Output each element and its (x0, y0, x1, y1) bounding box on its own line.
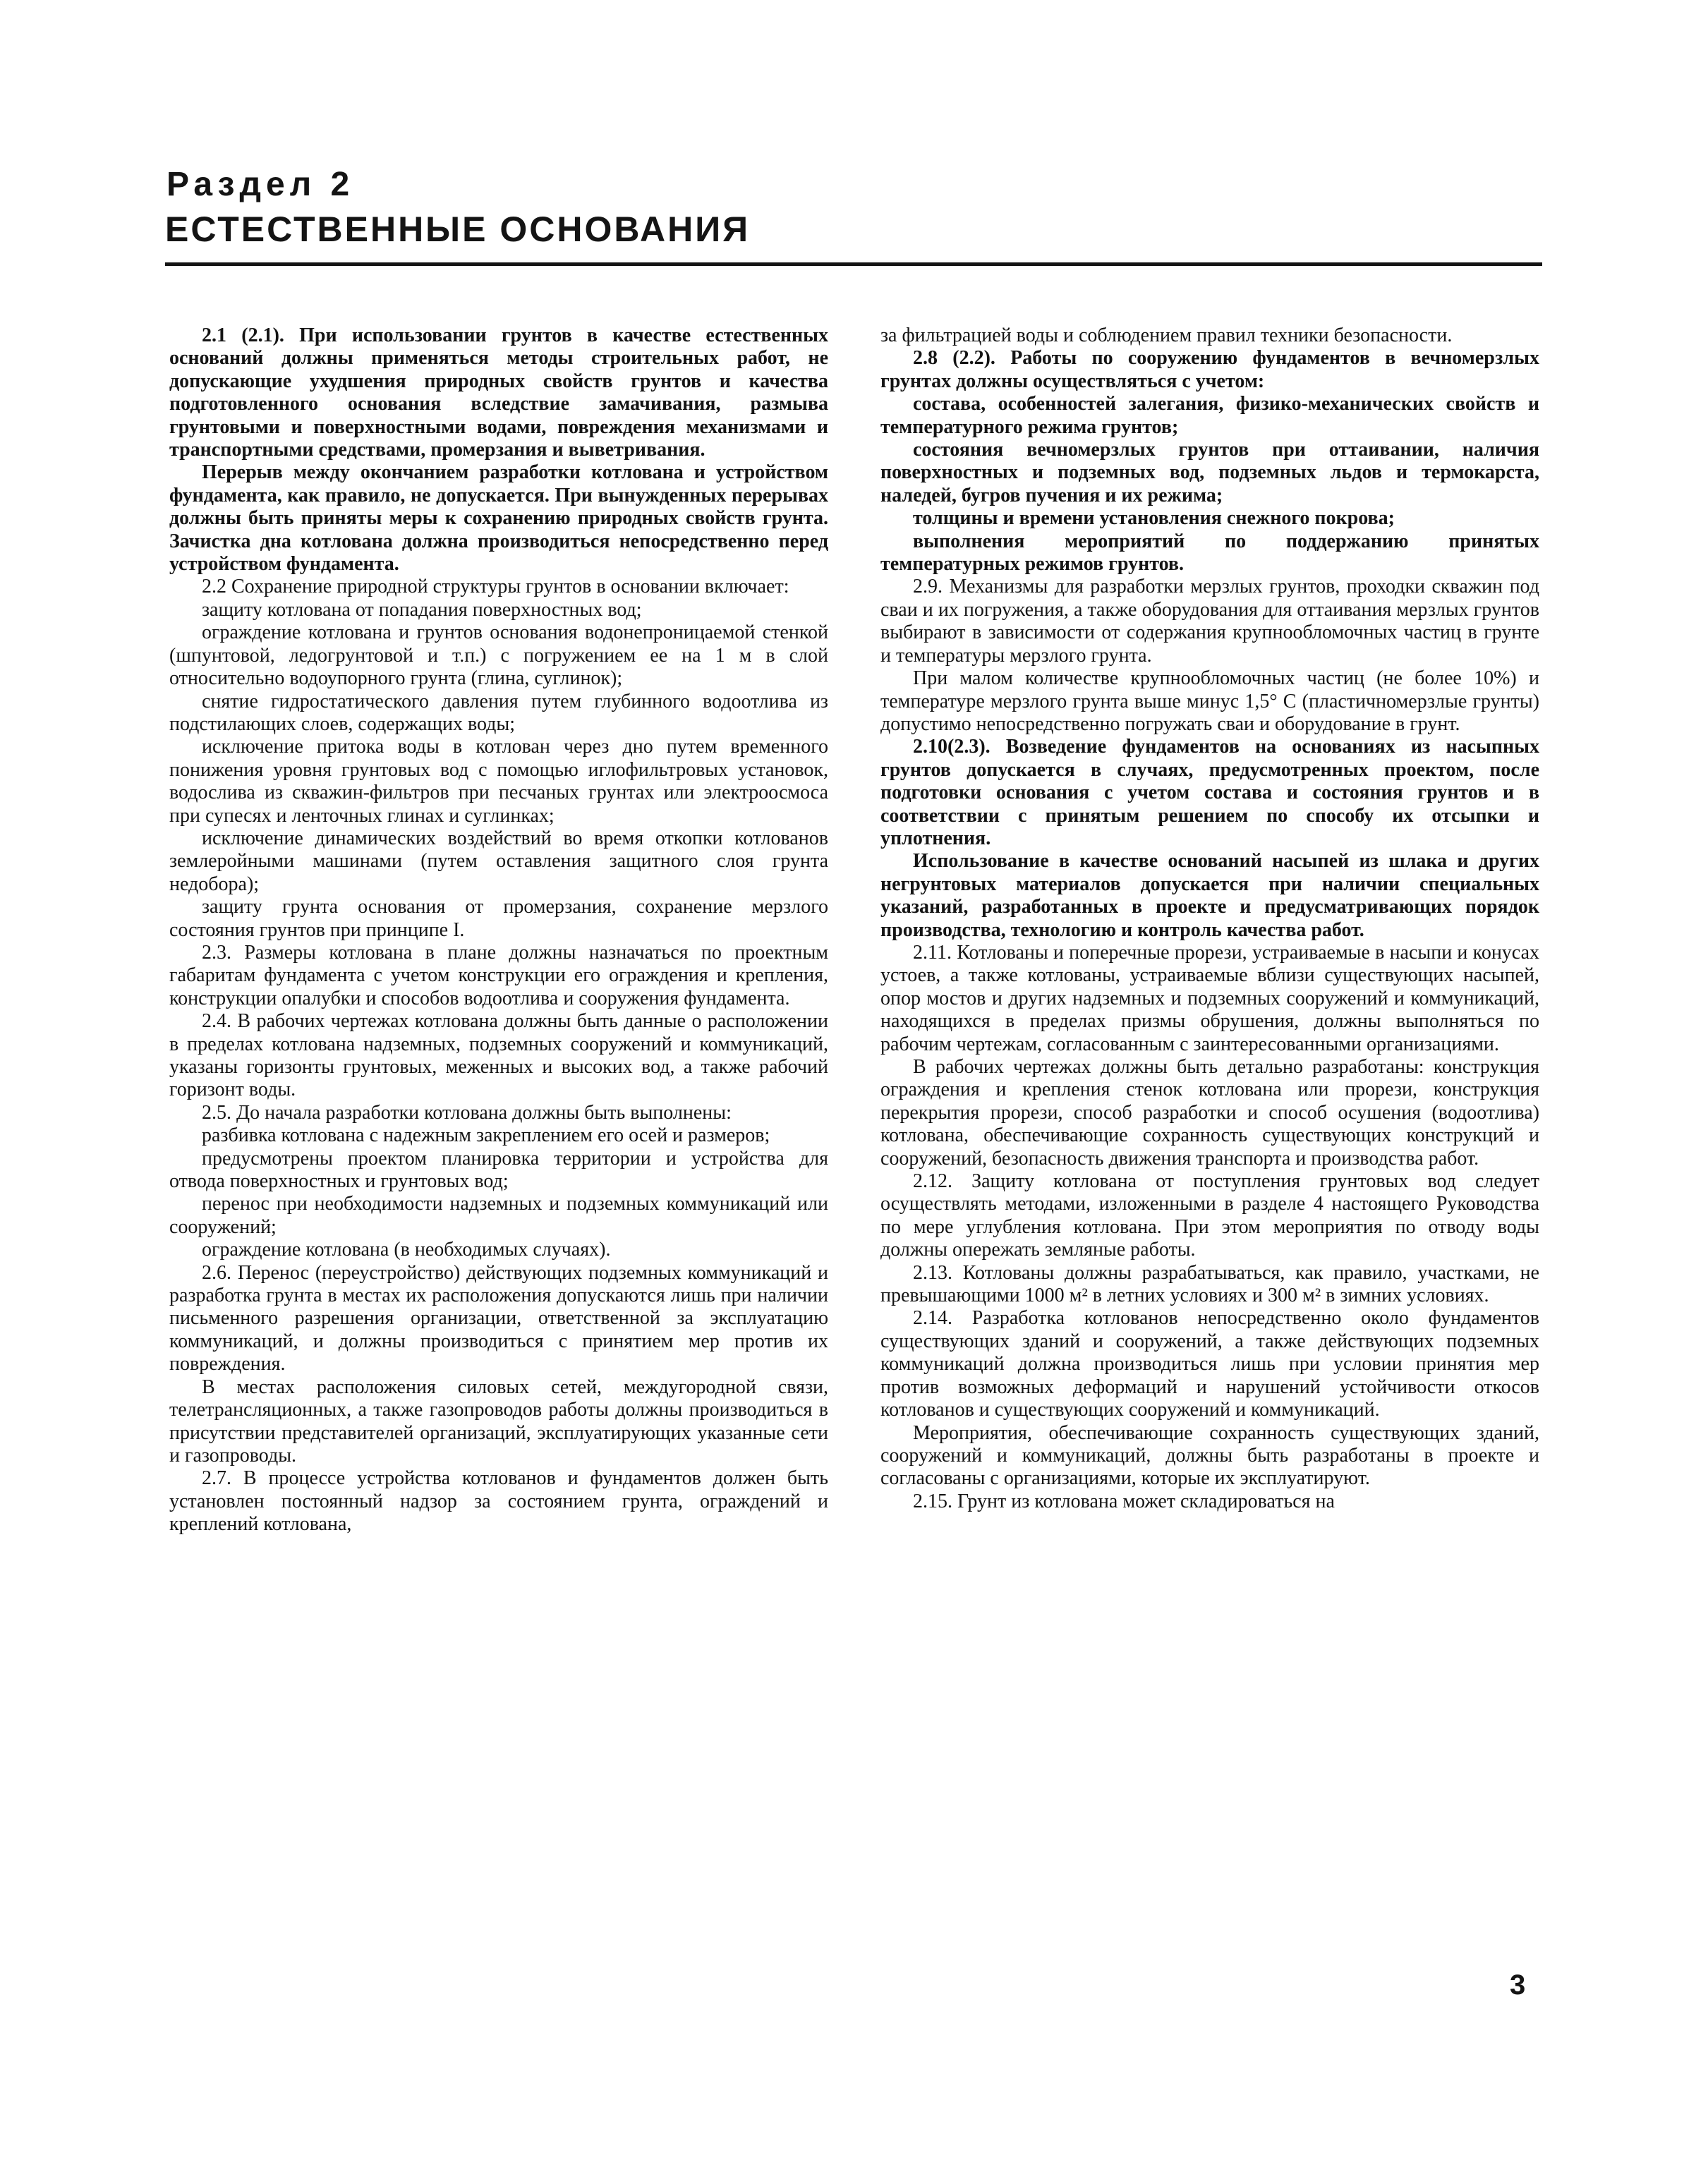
list-item: предусмотрены проектом планировка территории и устройства для отвода поверхностных и грунтовых вод; (169, 1147, 828, 1193)
list-item: толщины и времени установления снежного покрова; (913, 507, 1395, 530)
list-item: ограждение котлована и грунтов основания водонепроницаемой стенкой (шпунтовой, ледогрунтовой и т.п.) с погружением ее на 1 м в слой относительно водоупорного грунта (глина, суглинок); (169, 621, 828, 690)
paragraph-2-2: 2.2 Сохранение природной структуры грунтов в основании включает: (202, 576, 789, 598)
page-number: 3 (1510, 1969, 1526, 2001)
text-column-right (880, 324, 1539, 1513)
section-label: Раздел 2 (166, 166, 355, 203)
paragraph-2-11: 2.11. Котлованы и поперечные прорези, устраиваемые в насыпи и конусах устоев, а также котлованы, устраиваемые вблизи существующих насыпей, опор мостов и других надземных и подземных сооружений и коммуникаций, находящихся в пределах призмы обрушения, должны выполняться по рабочим чертежам, согласованным с заинтересованными организациями. (880, 941, 1539, 1055)
paragraph-break-between-works: Перерыв между окончанием разработки котлована и устройством фундамента, как правило, не допускается. При вынужденных перерывах должны быть приняты меры к сохранению природных свойств грунта. Зачистка дна котлована должна производиться непосредственно перед устройством фундамента. (169, 461, 828, 576)
list-item: исключение притока воды в котлован через дно путем временного понижения уровня грунтовых вод с помощью иглофильтровых установок, водослива из скважин-фильтров при песчаных грунтах или электроосмоса при супесях и ленточных глинах и суглинках; (169, 736, 828, 827)
paragraph-2-13: 2.13. Котлованы должны разрабатываться, как правило, участками, не превышающими 1000 м² в летних условиях и 300 м² в зимних условиях. (880, 1261, 1539, 1307)
paragraph-2-5: 2.5. До начала разработки котлована должны быть выполнены: (202, 1101, 732, 1124)
list-item: снятие гидростатического давления путем глубинного водоотлива из подстилающих слоев, содержащих воды; (169, 690, 828, 735)
header-rule (165, 262, 1542, 266)
list-item: выполнения мероприятий по поддержанию принятых температурных режимов грунтов. (880, 530, 1539, 576)
paragraph-measures: Мероприятия, обеспечивающие сохранность существующих зданий, сооружений и коммуникаций, должны быть разработаны в проекте и согласованы с организациями, которые их эксплуатируют. (880, 1421, 1539, 1490)
list-item: перенос при необходимости надземных и подземных коммуникаций или сооружений; (169, 1193, 828, 1238)
paragraph-2-15: 2.15. Грунт из котлована может складироваться на (913, 1490, 1335, 1512)
list-item: разбивка котлована с надежным закреплением его осей и размеров; (202, 1124, 770, 1147)
paragraph-2-12: 2.12. Защиту котлована от поступления грунтовых вод следует осуществлять методами, изложенными в разделе 4 настоящего Руководства по мере углубления котлована. При этом мероприятия по отводу воды должны опережать земляные работы. (880, 1170, 1539, 1261)
paragraph-2-1: 2.1 (2.1). При использовании грунтов в качестве естественных оснований должны применяться методы строительных работ, не допускающие ухудшения природных свойств грунтов и качества подготовленного основания вследствие замачивания, размыва грунтовыми и поверхностными водами, повреждения механизмами и транспортными средствами, промерзания и выветривания. (169, 324, 828, 461)
list-item: защиту грунта основания от промерзания, сохранение мерзлого состояния грунтов при принципе I. (169, 896, 828, 941)
paragraph-2-8: 2.8 (2.2). Работы по сооружению фундаментов в вечномерзлых грунтах должны осуществляться с учетом: (880, 347, 1539, 392)
paragraph-power-networks: В местах расположения силовых сетей, междугородной связи, телетрансляционных, а также газопроводов работы должны производиться в присутствии представителей организаций, эксплуатирующих указанные сети и газопроводы. (169, 1376, 828, 1467)
list-item: защиту котлована от попадания поверхностных вод; (202, 598, 642, 621)
paragraph-continuation: за фильтрацией воды и соблюдением правил техники безопасности. (880, 324, 1453, 346)
list-item: ограждение котлована (в необходимых случаях). (202, 1239, 611, 1261)
list-item: исключение динамических воздействий во время откопки котлованов землеройными машинами (путем оставления защитного слоя грунта недобора); (169, 827, 828, 895)
section-title: ЕСТЕСТВЕННЫЕ ОСНОВАНИЯ (165, 210, 751, 249)
paragraph-small-particles: При малом количестве крупнообломочных частиц (не более 10%) и температуре мерзлого грунта выше минус 1,5° С (пластичномерзлые грунты) допустимо непосредственно погружать сваи и оборудование в грунт. (880, 667, 1539, 735)
list-item: состояния вечномерзлых грунтов при оттаивании, наличия поверхностных и подземных вод, подземных льдов и термокарста, наледей, бугров пучения и их режима; (880, 439, 1539, 506)
paragraph-2-4: 2.4. В рабочих чертежах котлована должны быть данные о расположении в пределах котлована надземных, подземных сооружений и коммуникаций, указаны горизонты грунтовых, меженных и высоких вод, а также рабочий горизонт воды. (169, 1010, 828, 1101)
paragraph-2-6: 2.6. Перенос (переустройство) действующих подземных коммуникаций и разработка грунта в местах их расположения допускаются лишь при наличии письменного разрешения организации, ответственной за эксплуатацию коммуникаций, и должны производиться с принятием мер против их повреждения. (169, 1261, 828, 1376)
paragraph-working-drawings: В рабочих чертежах должны быть детально разработаны: конструкция ограждения и крепления стенок котлована или прорези, конструкция перекрытия прорези, способ разработки и способ осушения (водоотлива) котлована, обеспечивающие сохранность существующих конструкций и сооружений, безопасность движения транспорта и производства работ. (880, 1056, 1539, 1170)
text-column-left (169, 324, 828, 1536)
list-item: состава, особенностей залегания, физико-механических свойств и температурного режима грунтов; (880, 393, 1539, 438)
paragraph-2-9: 2.9. Механизмы для разработки мерзлых грунтов, проходки скважин под сваи и их погружения, а также оборудования для оттаивания мерзлых грунтов выбирают в зависимости от содержания крупнообломочных частиц в грунте и температуры мерзлого грунта. (880, 576, 1539, 667)
paragraph-2-10: 2.10(2.3). Возведение фундаментов на основаниях из насыпных грунтов допускается в случаях, предусмотренных проектом, после подготовки основания с учетом состава и состояния грунтов и в соответствии с принятым решением по способу их отсыпки и уплотнения. (880, 736, 1539, 849)
paragraph-slag-fills: Использование в качестве оснований насыпей из шлака и других негрунтовых материалов допускается при наличии специальных указаний, разработанных в проекте и предусматривающих порядок производства, технологию и контроль качества работ. (880, 850, 1539, 941)
paragraph-2-3: 2.3. Размеры котлована в плане должны назначаться по проектным габаритам фундамента с учетом конструкции его ограждения и крепления, конструкции опалубки и способов водоотлива и сооружения фундамента. (169, 941, 828, 1009)
paragraph-2-14: 2.14. Разработка котлованов непосредственно около фундаментов существующих зданий и сооружений, а также действующих подземных коммуникаций должна производиться лишь при условии принятия мер против возможных деформаций и нарушений устойчивости откосов котлованов и существующих сооружений и коммуникаций. (880, 1307, 1539, 1421)
paragraph-2-7: 2.7. В процессе устройства котлованов и фундаментов должен быть установлен постоянный надзор за состоянием грунта, ограждений и креплений котлована, (169, 1467, 828, 1536)
